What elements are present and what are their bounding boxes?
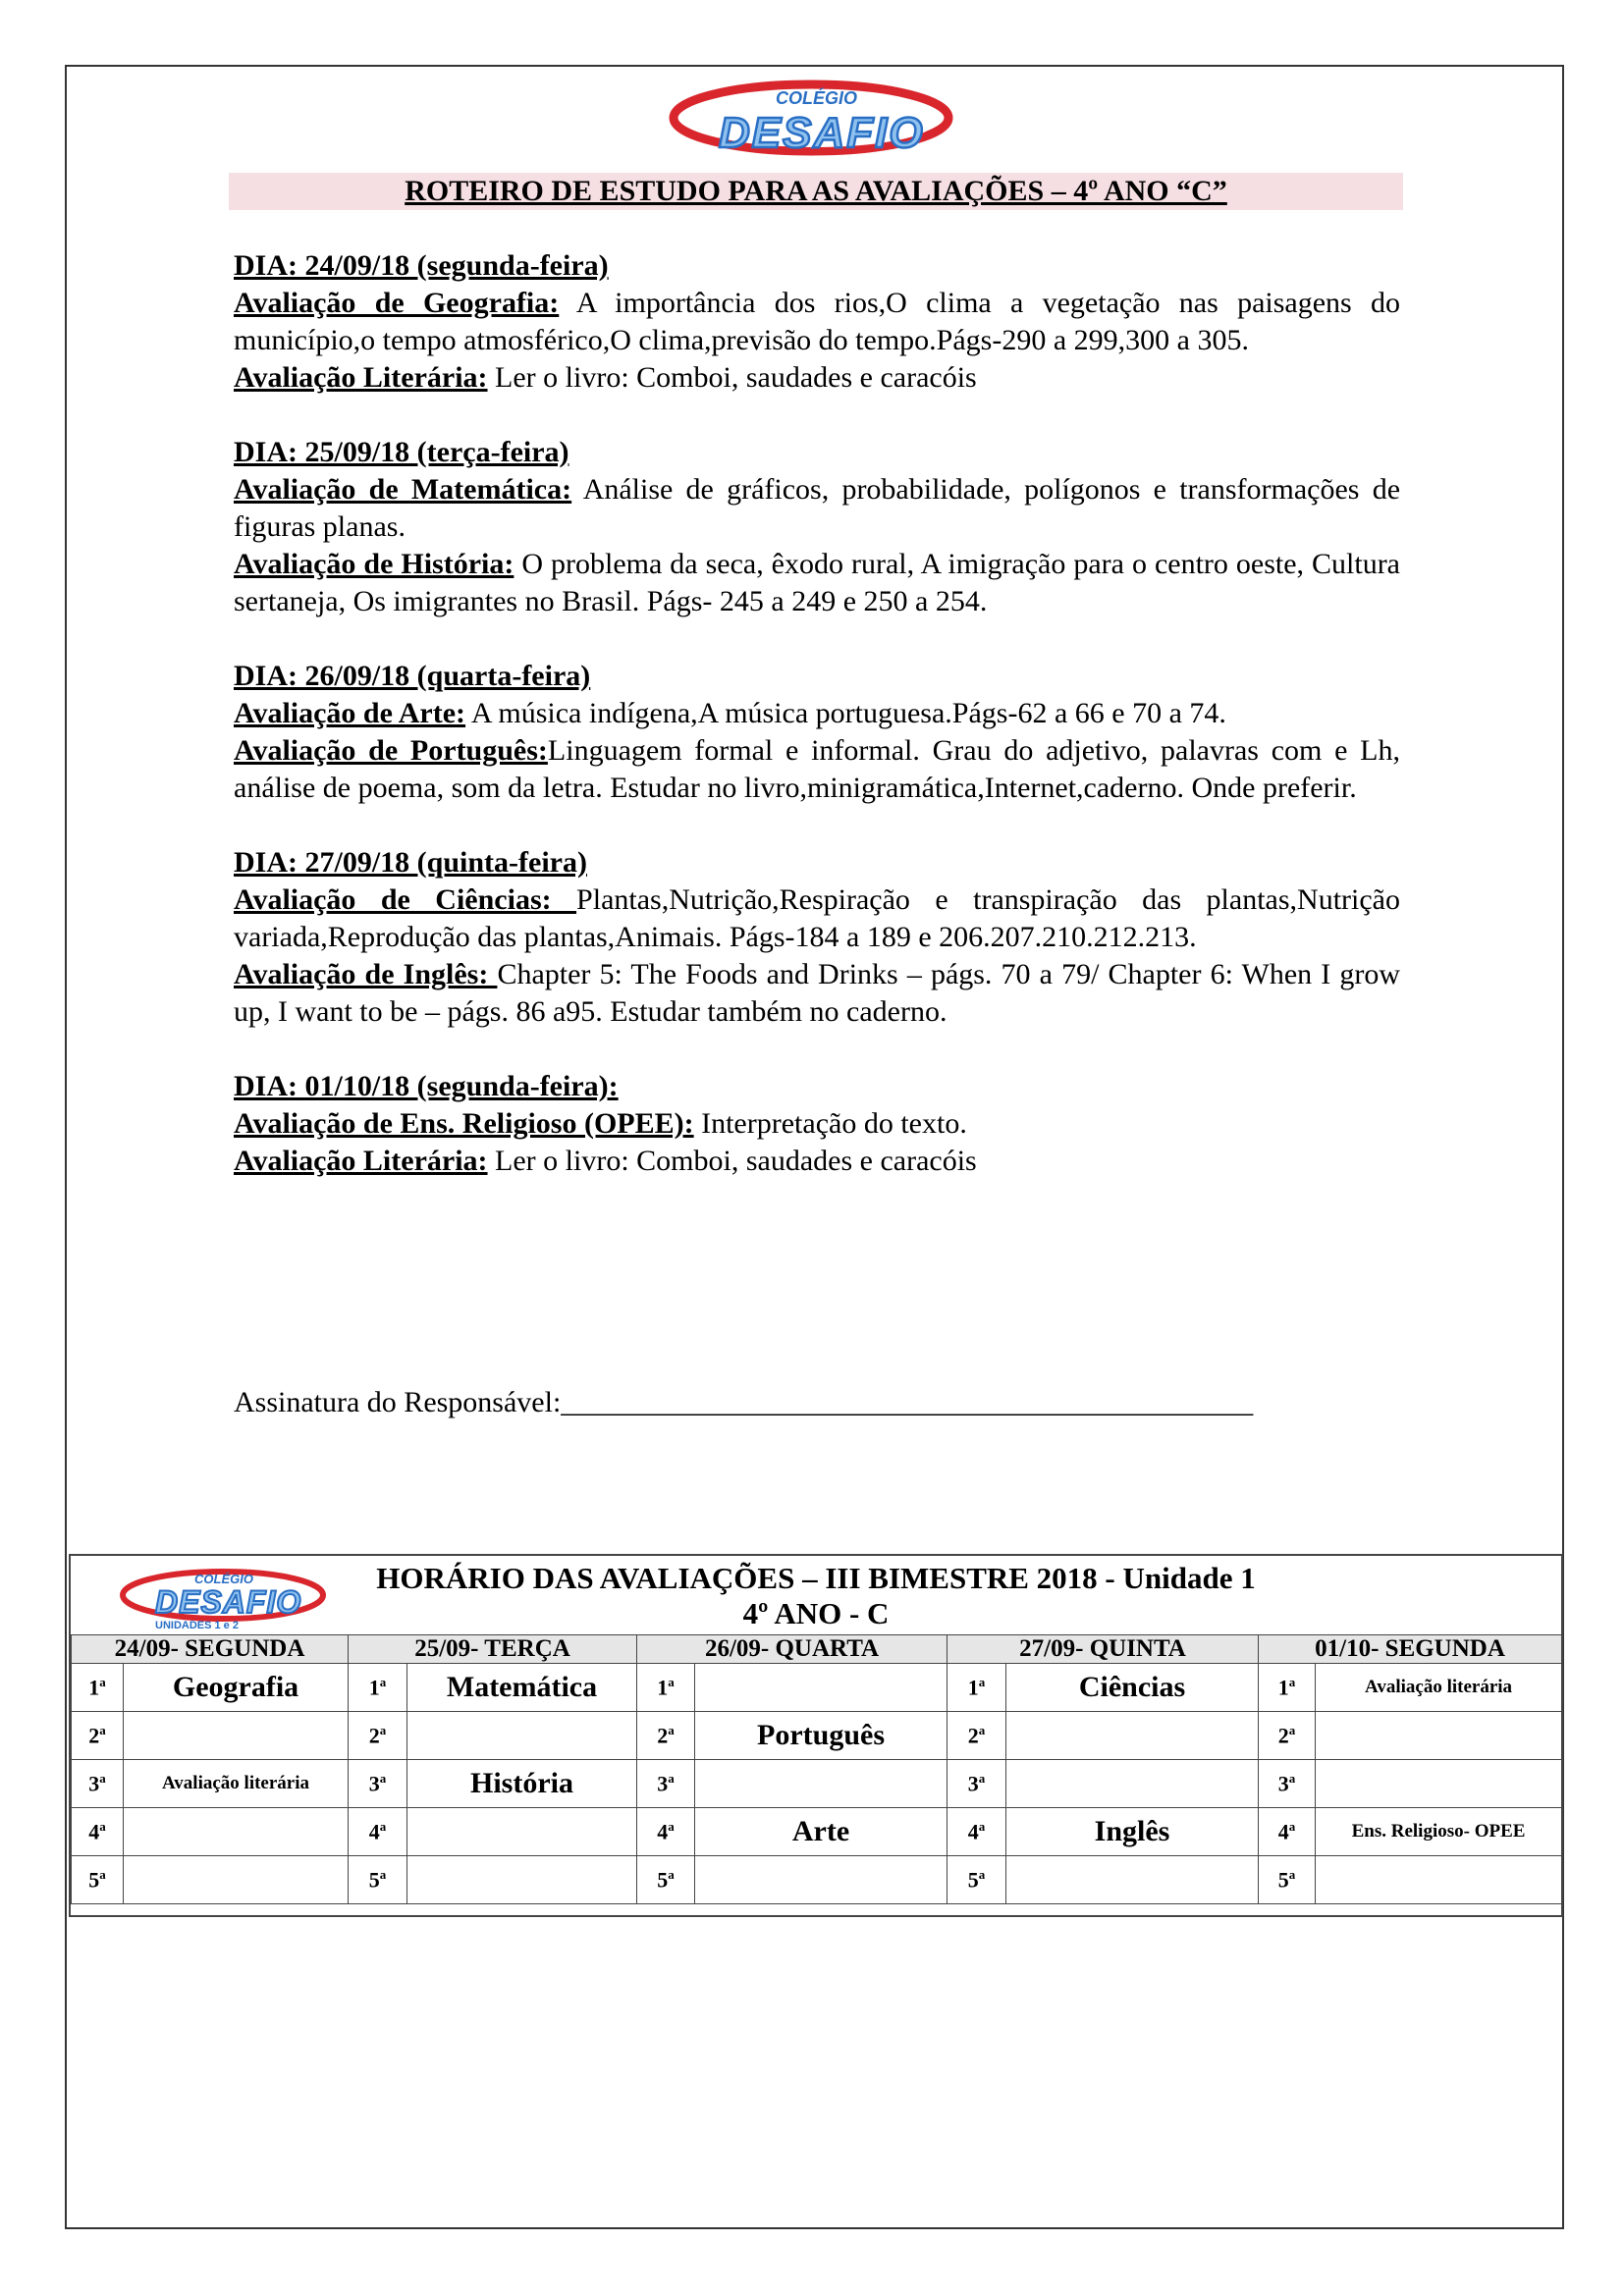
exam-item: [234, 546, 1400, 620]
table-row: 5$^a$ 5$^a$ 5$^a$ 5$^a$ 5$^a$: [72, 1856, 1562, 1904]
schedule-cell: [124, 1808, 349, 1856]
column-header: 25/09- TERÇA: [349, 1635, 637, 1664]
logo-small-line2: DESAFIO: [155, 1584, 302, 1620]
subject-label: Avaliação de Inglês:: [234, 958, 498, 990]
schedule-cell: [1316, 1712, 1562, 1760]
subject-label: Avaliação de Arte:: [234, 697, 466, 729]
schedule-cell: [407, 1712, 637, 1760]
exam-item: [234, 285, 1400, 359]
column-header: 24/09- SEGUNDA: [72, 1635, 349, 1664]
schedule-cell: [1006, 1856, 1259, 1904]
subject-text: A música indígena,A música portuguesa.Págs-62 a 66 e 70 a 74.: [465, 697, 1226, 729]
logo-small-line3: UNIDADES 1 e 2: [155, 1620, 239, 1631]
schedule-cell: [1316, 1760, 1562, 1808]
schedule-cell: [407, 1856, 637, 1904]
subject-text: Plantas,Nutrição,Respiração e transpiração das plantas,Nutrição variada,Reprodução das plantas,Animais. Págs-184 a 189 e 206.207.210.212.213.: [234, 883, 1400, 953]
schedule-header-row: [72, 1635, 1562, 1664]
study-guide: [234, 247, 1400, 1180]
column-header: 27/09- QUINTA: [947, 1635, 1259, 1664]
schedule-cell: Geografia: [124, 1664, 349, 1712]
subject-text: Linguagem formal e informal. Grau do adjetivo, palavras com e Lh, análise de poema, som da letra. Estudar no livro,minigramática,Internet,caderno. Onde preferir.: [234, 734, 1400, 804]
table-row: 4$^a$ 4$^a$ 4$^a$ Arte 4$^a$ Inglês 4$^a$ Ens. Religioso- OPEE: [72, 1808, 1562, 1856]
schedule-cell: Ciências: [1006, 1664, 1259, 1712]
subject-label: Avaliação Literária:: [234, 361, 488, 394]
day-heading: DIA: 25/09/18 (terça-feira): [234, 436, 569, 468]
subject-text: A importância dos rios,O clima a vegetação nas paisagens do município,o tempo atmosférico,O clima,previsão do tempo.Págs-290 a 299,300 a 305.: [234, 287, 1400, 356]
subject-label: Avaliação de Português:: [234, 734, 548, 767]
schedule-cell: Ens. Religioso- OPEE: [1316, 1808, 1562, 1856]
subject-label: Avaliação de Ciências:: [234, 883, 577, 916]
subject-text: O problema da seca, êxodo rural, A imigração para o centro oeste, Cultura sertaneja, Os imigrantes no Brasil. Págs- 245 a 249 e 250 a 254.: [234, 548, 1400, 617]
schedule-cell: [124, 1712, 349, 1760]
signature-line: Assinatura do Responsável:_______________________________________________: [234, 1386, 1254, 1418]
schedule-title: HORÁRIO DAS AVALIAÇÕES – III BIMESTRE 2018 - Unidade 1: [376, 1561, 1256, 1595]
school-logo: [666, 71, 956, 161]
schedule-subtitle: 4º ANO - C: [742, 1596, 890, 1630]
schedule-cell: [1316, 1856, 1562, 1904]
day-heading: DIA: 24/09/18 (segunda-feira): [234, 249, 609, 282]
subject-label: Avaliação Literária:: [234, 1145, 488, 1177]
schedule-cell: História: [407, 1760, 637, 1808]
school-logo-small: [116, 1562, 330, 1632]
exam-item: [234, 1105, 1400, 1143]
table-row: 1$^a$ Geografia 1$^a$ Matemática 1$^a$ 1$^a$ Ciências 1$^a$ Avaliação literária: [72, 1664, 1562, 1712]
subject-text: Chapter 5: The Foods and Drinks – págs. 70 a 79/ Chapter 6: When I grow up, I want to be – págs. 86 a95. Estudar também no caderno.: [234, 958, 1400, 1028]
schedule-cell: [695, 1760, 947, 1808]
schedule-cell: Avaliação literária: [1316, 1664, 1562, 1712]
logo-line2: DESAFIO: [719, 109, 925, 157]
subject-label: Avaliação de Ens. Religioso (OPEE):: [234, 1107, 694, 1140]
column-header: 01/10- SEGUNDA: [1259, 1635, 1562, 1664]
schedule-cell: Arte: [695, 1808, 947, 1856]
schedule-grid: [71, 1634, 1562, 1904]
subject-text: Análise de gráficos, probabilidade, polígonos e transformações de figuras planas.: [234, 473, 1401, 543]
subject-label: Avaliação de Matemática:: [234, 473, 572, 506]
day-heading: DIA: 01/10/18 (segunda-feira):: [234, 1070, 619, 1102]
exam-item: [234, 1143, 1400, 1180]
schedule-cell: Inglês: [1006, 1808, 1259, 1856]
logo-line1: COLÉGIO: [776, 88, 858, 108]
schedule-cell: Avaliação literária: [124, 1760, 349, 1808]
subject-text: Interpretação do texto.: [693, 1107, 967, 1140]
schedule-cell: [695, 1856, 947, 1904]
column-header: 26/09- QUARTA: [637, 1635, 947, 1664]
page-title: ROTEIRO DE ESTUDO PARA AS AVALIAÇÕES – 4º ANO “C”: [405, 175, 1227, 207]
subject-label: Avaliação de História:: [234, 548, 514, 580]
exam-item: [234, 471, 1400, 546]
exam-item: [234, 732, 1400, 807]
subject-label: Avaliação de Geografia:: [234, 287, 560, 319]
exam-item: [234, 359, 1400, 397]
schedule-cell: [407, 1808, 637, 1856]
day-heading: DIA: 26/09/18 (quarta-feira): [234, 660, 591, 692]
subject-text: Ler o livro: Comboi, saudades e caracóis: [487, 361, 977, 394]
exam-item: [234, 881, 1400, 956]
subject-text: Ler o livro: Comboi, saudades e caracóis: [487, 1145, 977, 1177]
table-row: 2$^a$ 2$^a$ 2$^a$ Português 2$^a$ 2$^a$: [72, 1712, 1562, 1760]
exam-item: [234, 956, 1400, 1031]
table-row: 3$^a$ Avaliação literária 3$^a$ História 3$^a$ 3$^a$ 3$^a$: [72, 1760, 1562, 1808]
schedule-cell: Matemática: [407, 1664, 637, 1712]
schedule-cell: [1006, 1760, 1259, 1808]
schedule-cell: [124, 1856, 349, 1904]
schedule-cell: Português: [695, 1712, 947, 1760]
schedule-cell: [1006, 1712, 1259, 1760]
logo-small-line1: COLÉGIO: [194, 1572, 253, 1586]
day-heading: DIA: 27/09/18 (quinta-feira): [234, 846, 587, 879]
exam-item: [234, 695, 1400, 732]
schedule-cell: [695, 1664, 947, 1712]
